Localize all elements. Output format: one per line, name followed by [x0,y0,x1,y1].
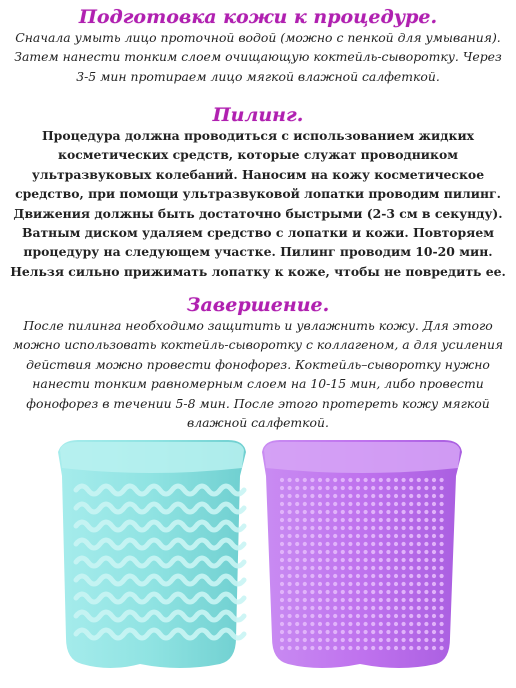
section-text-completion: После пилинга необходимо защитить и увлажнить кожу. Для этого можно использовать коктейль-сыворотку с коллагеном, а для усиления действия можно провести фонофорез. Коктейль–сыворотку нужно нанести тонким равномерным слоем на 10-15 мин, либо провести фонофорез в течении 5-8 мин. После этого протереть кожу мягкой влажной салфеткой. [12,318,504,431]
purple-silicone-brush-icon [262,440,462,668]
section-title-preparation: Подготовка кожи к процедуре. [78,6,438,28]
section-title-peeling: Пилинг. [212,104,304,126]
section-text-peeling: Процедура должна проводиться с использованием жидких косметических средств, которые служат проводником ультразвуковых колебаний. Наносим на кожу косметическое средство, при помощи ультразвуковой лопатки проводим пилинг. Движения должны быть достаточно быстрыми (2-3 см в секунду). Ватным диском удаляем средство с лопатки и кожи. Повторяем процедуру на следующем участке. Пилинг проводим 10-20 мин. Нельзя сильно прижимать лопатку к коже, чтобы не повредить ее. [10,128,506,279]
blue-silicone-brush-icon [58,440,246,668]
product-illustration [0,438,516,688]
section-title-completion: Завершение. [186,294,330,316]
section-text-preparation: Сначала умыть лицо проточной водой (можно с пенкой для умывания). Затем нанести тонким слоем очищающую коктейль-сыворотку. Через 3-5 мин протираем лицо мягкой влажной салфеткой. [14,30,502,84]
